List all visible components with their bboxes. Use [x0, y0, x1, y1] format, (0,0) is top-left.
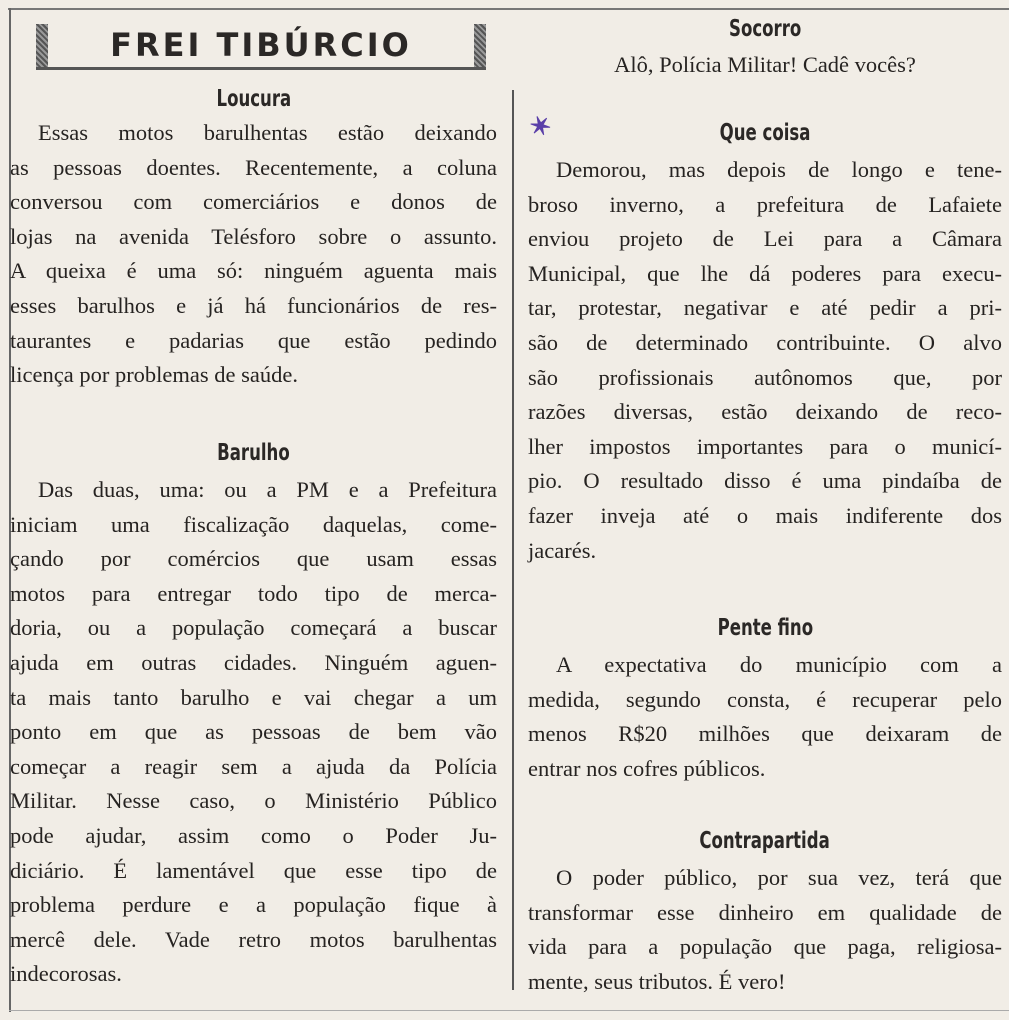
left-column [10, 0, 497, 1010]
section-heading [528, 828, 1002, 858]
text-line: A expectativa do município com a [556, 652, 1002, 677]
section-paragraph [528, 861, 1002, 999]
text-line: enviou projeto de Lei para a Câmara [528, 226, 1002, 252]
clipping-border-bottom [9, 1010, 1009, 1011]
section-heading-text: Socorro [728, 16, 802, 42]
text-line: Militar. Nesse caso, o Ministério Público [10, 788, 497, 814]
masthead-title: FREI TIBÚRCIO [110, 26, 412, 64]
text-line: começar a reagir sem a ajuda da Polícia [10, 753, 497, 779]
section-heading-text: Que coisa [719, 120, 811, 146]
text-line: çando por comércios que usam essas [10, 546, 497, 572]
text-line: ajuda em outras cidades. Ninguém aguen- [10, 649, 497, 675]
text-line: Demorou, mas depois de longo e tene- [556, 157, 1002, 182]
text-line: transformar esse dinheiro em qualidade de [528, 899, 1002, 925]
section-heading-text: Pente fino [717, 615, 813, 641]
text-line: esses barulhos e já há funcionários de res- [10, 292, 497, 318]
text-line: doria, ou a população começará a buscar [10, 615, 497, 641]
text-line: lojas na avenida Telésforo sobre o assunto. [10, 223, 497, 249]
section-heading-text: Contrapartida [699, 828, 831, 854]
section-heading [528, 16, 1002, 46]
text-line: são profissionais autônomos que, por [528, 364, 1002, 390]
text-line: indecorosas. [10, 961, 122, 987]
text-line: fazer inveja até o mais indiferente dos [528, 502, 1002, 528]
pen-mark-icon: ✶ [525, 109, 556, 144]
text-line: mente, seus tributos. É vero! [528, 968, 786, 994]
text-line: as pessoas doentes. Recentemente, a coluna [10, 154, 497, 180]
text-line: razões diversas, estão deixando de reco- [528, 399, 1002, 425]
text-line: jacarés. [528, 537, 597, 563]
right-column [525, 0, 1002, 1010]
section-paragraph [528, 48, 1002, 83]
text-line: ponto em que as pessoas de bem vão [10, 719, 497, 745]
text-line: Das duas, uma: ou a PM e a Prefeitura [38, 477, 497, 502]
text-line: conversou com comerciários e donos de [10, 189, 497, 215]
text-line: problema perdure e a população fique à [10, 892, 497, 918]
text-line: taurantes e padarias que estão pedindo [10, 327, 497, 353]
text-line: lher impostos importantes para o municí- [528, 433, 1002, 459]
text-line: iniciam uma fiscalização daquelas, come- [10, 511, 497, 537]
section-heading-text: Loucura [216, 86, 291, 112]
text-line: Essas motos barulhentas estão deixando [38, 120, 497, 145]
text-line: Alô, Polícia Militar! Cadê vocês? [614, 52, 916, 77]
section-paragraph [528, 648, 1002, 786]
text-line: A queixa é uma só: ninguém aguenta mais [10, 258, 497, 284]
text-line: pio. O resultado disso é uma pindaíba de [528, 468, 1002, 494]
text-line: diciário. É lamentável que esse tipo de [10, 857, 497, 883]
section-heading [10, 86, 497, 116]
text-line: tar, protestar, negativar e até pedir a pri- [528, 295, 1002, 321]
section-heading [528, 120, 1002, 150]
text-line: O poder público, por sua vez, terá que [556, 865, 1002, 890]
text-line: vida para a população que paga, religiosa- [528, 934, 1002, 960]
text-line: licença por problemas de saúde. [10, 362, 299, 388]
text-line: mercê dele. Vade retro motos barulhentas [10, 926, 497, 952]
section-paragraph [528, 153, 1002, 568]
section-heading [10, 440, 497, 470]
column-divider [512, 90, 514, 990]
text-line: entrar nos cofres públicos. [528, 755, 766, 781]
text-line: são de determinado contribuinte. O alvo [528, 329, 1002, 355]
text-line: pode ajudar, assim como o Poder Ju- [10, 822, 497, 848]
section-heading [528, 615, 1002, 645]
text-line: menos R$20 milhões que deixaram de [528, 721, 1002, 747]
text-line: motos para entregar todo tipo de merca- [10, 580, 497, 606]
section-heading-text: Barulho [217, 440, 290, 466]
section-paragraph [10, 473, 497, 992]
text-line: Municipal, que lhe dá poderes para execu- [528, 260, 1002, 286]
text-line: broso inverno, a prefeitura de Lafaiete [528, 191, 1002, 217]
text-line: ta mais tanto barulho e vai chegar a um [10, 684, 497, 710]
section-paragraph [10, 116, 497, 393]
text-line: medida, segundo consta, é recuperar pelo [528, 686, 1002, 712]
